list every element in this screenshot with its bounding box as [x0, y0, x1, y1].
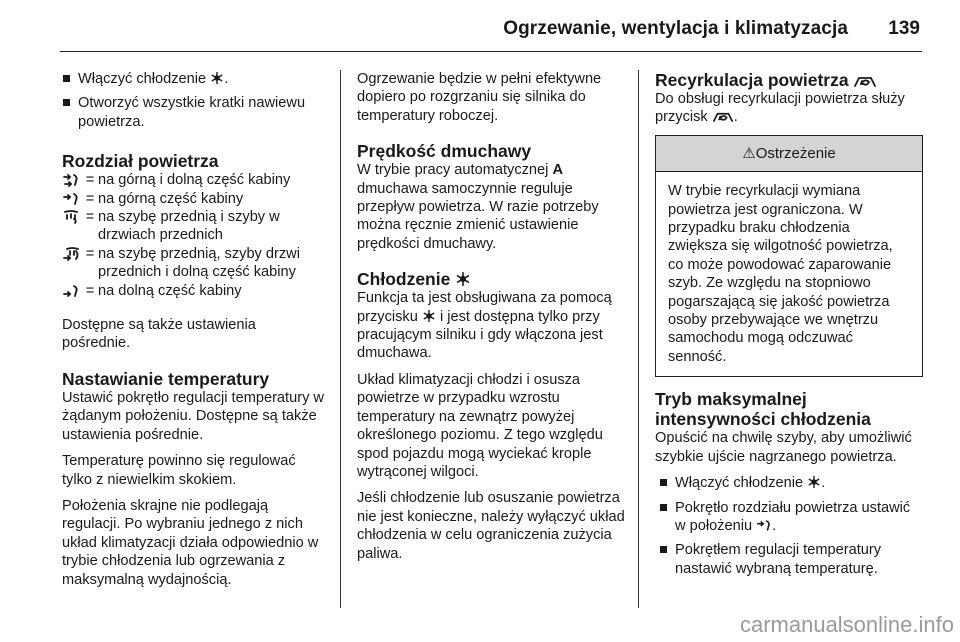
paragraph: Ustawić pokrętło regulacji temperatury w żądanym położeniu. Dostępne są także ustawienia pośrednie. — [62, 389, 324, 443]
paragraph: Funkcja ta jest obsługiwana za pomocą przycisku i jest dostępna tylko przy pracującym silniku i gdy włączona jest dmuchawa. — [357, 290, 612, 362]
paragraph: Jeśli chłodzenie lub osuszanie powietrza nie jest konieczne, należy wyłączyć układ chłodzenia w celu ograniczenia zużycia paliwa. — [357, 490, 625, 562]
recirculation-icon — [712, 110, 734, 123]
section-heading-temperature: Nastawianie temperatury — [62, 368, 270, 389]
list-item: Pokrętło rozdziału powietrza ustawić w położeniu . — [659, 499, 923, 536]
list-item: = na szybę przednią, szyby drzwi przednich i dolną część kabiny — [62, 245, 328, 282]
section-heading-fan-speed: Prędkość dmuchawy — [357, 141, 532, 162]
list-item: Włączyć chłodzenie . — [62, 70, 328, 88]
paragraph: Układ klimatyzacji chłodzi i osusza powietrze w przypadku wzrostu temperatury na zewnątrz powyżej określonego poziomu. Z tego względu spod pojazdu mogą wyciekać krople wytrąconej wilgoci. — [357, 371, 603, 480]
paragraph: Ogrzewanie będzie w pełni efektywne dopiero po rozgrzaniu się silnika do temperatury roboczej. — [357, 71, 602, 124]
page-number: 139 — [888, 18, 920, 39]
paragraph: Dostępne są także ustawienia pośrednie. — [62, 317, 256, 352]
paragraph: Temperaturę powinno się regulować tylko z niewielkim skokiem. — [62, 453, 296, 488]
recirculation-icon — [853, 74, 877, 88]
list-item: = na szybę przednią i szyby w drzwiach przednich — [62, 208, 328, 245]
warning-box — [655, 135, 923, 377]
column-divider-1 — [340, 70, 341, 608]
snowflake-icon — [210, 71, 224, 85]
section-heading-max-cooling: Tryb maksymalnej intensywności chłodzenia — [655, 389, 871, 430]
warning-text: W trybie recyrkulacji wymiana powietrza jest ograniczona. W przypadku braku chłodzenia zwiększa się wilgotność powietrza, co może powodować zaparowanie szyb. Ze względu na stopniowo pogarszającą się jakość powietrza osoby przebywające we wnętrzu samochodu mogą odczuwać senność. — [668, 183, 893, 365]
bullet-list — [655, 474, 923, 578]
page-header — [0, 0, 960, 52]
warning-header: ⚠Ostrzeżenie — [656, 136, 922, 172]
airflow-windshield-front-windows-icon — [62, 210, 80, 224]
list-item: = na górną i dolną część kabiny — [62, 171, 328, 189]
paragraph: W trybie pracy automatycznej A dmuchawa samoczynnie reguluje przepływ powietrza. W razie potrzeby można ręcznie zmienić ustawienie prędkości dmuchawy. — [357, 162, 599, 252]
airflow-windshield-lower-icon — [62, 247, 80, 261]
snowflake-icon — [455, 271, 471, 287]
page-title: Ogrzewanie, wentylacja i klimatyzacja — [503, 18, 848, 39]
list-item: = na górną część kabiny — [62, 190, 328, 208]
watermark: carmanualsonline.info — [739, 612, 954, 637]
section-heading-recirculation: Recyrkulacja powietrza — [655, 70, 923, 90]
list-item: Otworzyć wszystkie kratki nawiewu powietrza. — [62, 94, 328, 131]
bullet-list — [62, 70, 328, 131]
section-heading-air-distribution: Rozdział powietrza — [62, 151, 219, 172]
section-heading-cooling: Chłodzenie — [357, 269, 625, 289]
airflow-upper-icon — [756, 519, 772, 532]
snowflake-icon — [422, 309, 436, 323]
list-item: Pokrętłem regulacji temperatury nastawić wybraną temperaturę. — [659, 541, 923, 578]
header-divider — [60, 51, 922, 52]
list-item: Włączyć chłodzenie . — [659, 474, 923, 492]
airflow-lower-icon — [62, 284, 80, 298]
airflow-upper-lower-icon — [62, 173, 80, 187]
paragraph: Położenia skrajne nie podlegają regulacji. Po wybraniu jednego z nich układ klimatyzacji działa odpowiednio w trybie chłodzenia lub ogrzewania z maksymalną wydajnością. — [62, 497, 319, 588]
paragraph: Opuścić na chwilę szyby, aby umożliwić szybkie ujście nagrzanego powietrza. — [655, 430, 912, 465]
column-3 — [655, 70, 923, 584]
air-distribution-list — [62, 171, 328, 300]
snowflake-icon — [807, 475, 821, 489]
warning-triangle-icon: ⚠ — [742, 144, 756, 162]
column-2 — [357, 70, 625, 571]
column-divider-2 — [638, 70, 639, 608]
column-1 — [62, 70, 328, 597]
paragraph: Do obsługi recyrkulacji powietrza służy przycisk . — [655, 91, 905, 126]
list-item: = na dolną część kabiny — [62, 282, 328, 300]
airflow-upper-icon — [62, 192, 80, 206]
